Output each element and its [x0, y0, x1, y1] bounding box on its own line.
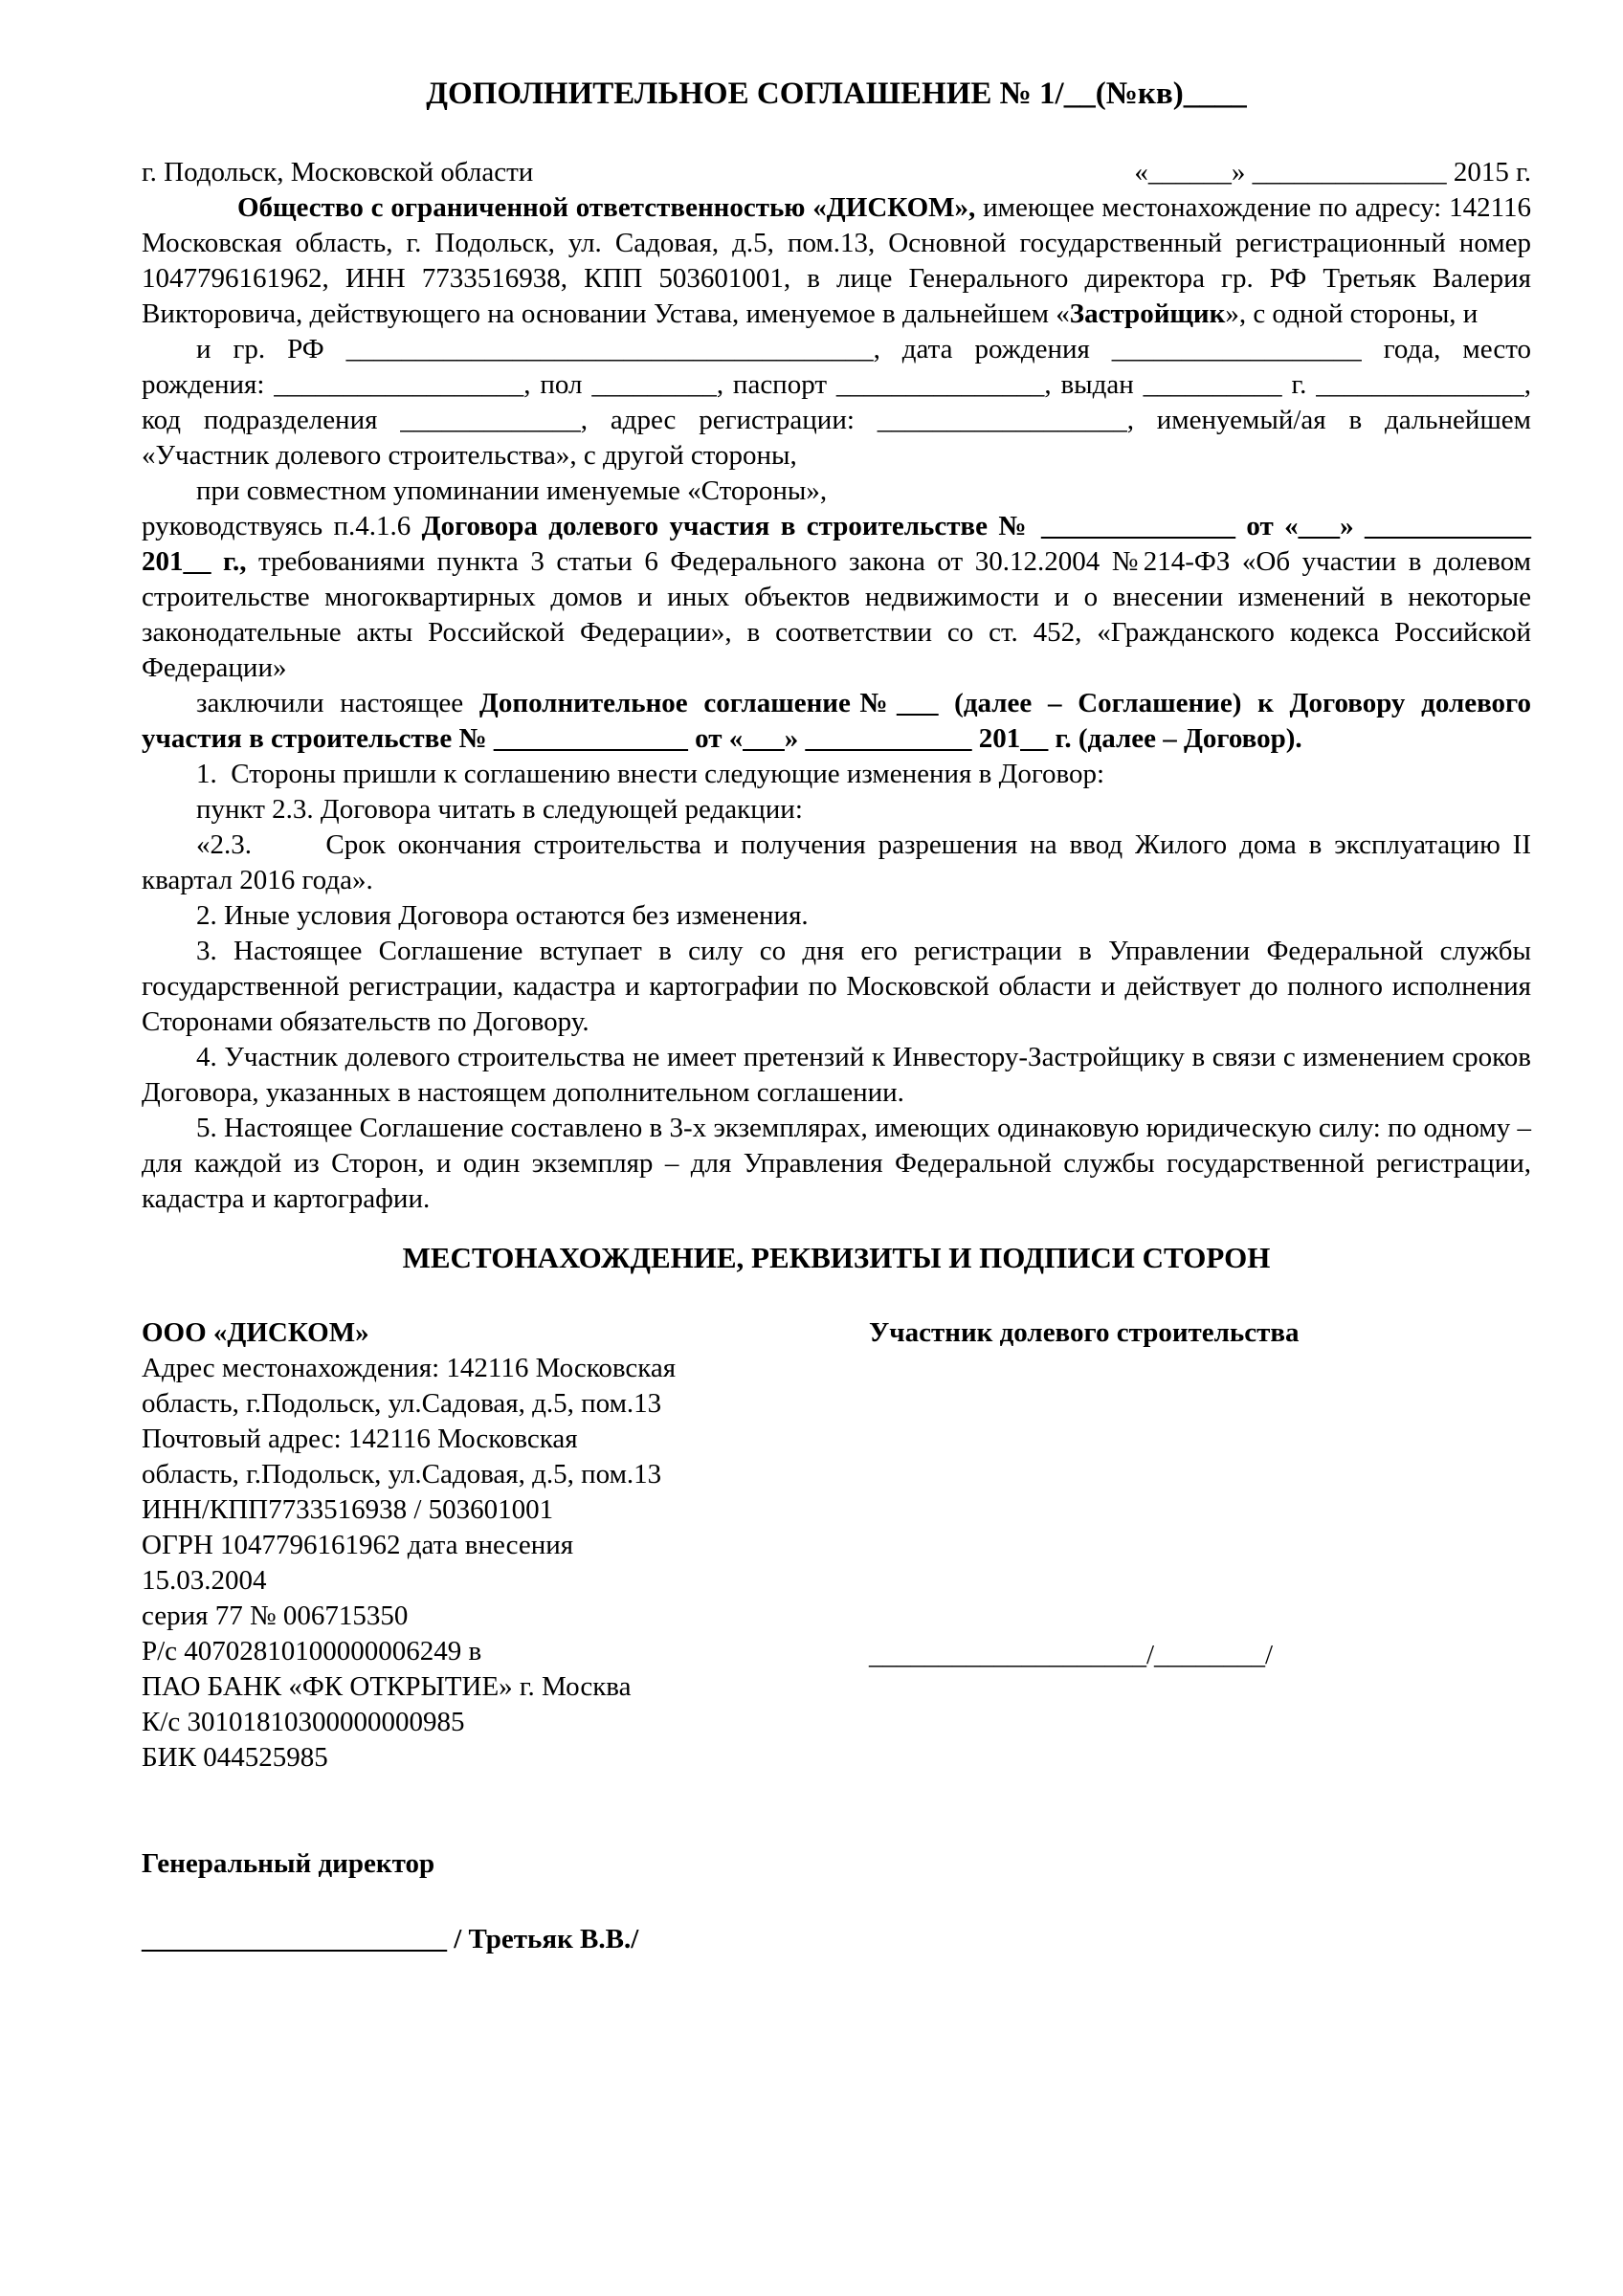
requisite-line-postal: Почтовый адрес: 142116 Московская область, г.Подольск, ул.Садовая, д.5, пом.13	[142, 1424, 662, 1490]
preamble-developer	[142, 190, 1531, 332]
doc-title: ДОПОЛНИТЕЛЬНОЕ СОГЛАШЕНИЕ № 1/__(№кв)____	[426, 77, 1247, 111]
requisite-line-ogrn: ОГРН 1047796161962 дата внесения 15.03.2004	[142, 1530, 574, 1596]
director-title: Генеральный директор	[142, 1848, 435, 1879]
requisite-line-corr-account: К/с 30101810300000000985	[142, 1707, 465, 1737]
clause-1-sub: пункт 2.3. Договора читать в следующей редакции:	[196, 794, 803, 825]
preamble-conclusion	[142, 686, 1531, 757]
developer-details: имеющее местонахождение по адресу: 142116 Московская область, г. Подольск, ул. Садовая, д.5, пом.13, Основной государственный регистрационный номер 1047796161962, ИНН 7733516938, КПП 503601001, в лице Генерального директора гр. РФ Третьяк Валерия Викторовича, действующего на основании Устава, именуемое в дальнейшем «	[142, 192, 1531, 329]
requisite-line-series: серия 77 № 006715350	[142, 1601, 409, 1631]
conclusion-lead: заключили настоящее	[196, 688, 479, 718]
clause-4: 4. Участник долевого строительства не имеет претензий к Инвестору-Застройщику в связи с изменением сроков Договора, указанных в настоящем дополнительном соглашении.	[142, 1042, 1531, 1108]
date-line: «______» ______________ 2015 г.	[1134, 157, 1531, 188]
basis-contract-ref: Договора долевого участия в строительстве № ______________ от «___» ____________ 201__ г.,	[142, 511, 1531, 577]
clause-5: 5. Настоящее Соглашение составлено в 3-х экземплярах, имеющих одинаковую юридическую силу: по одному – для каждой из Сторон, и один экземпляр – для Управления Федеральной службы государственной регистрации, кадастра и картографии.	[142, 1113, 1531, 1214]
clause-2-3-text: «2.3. Срок окончания строительства и получения разрешения на ввод Жилого дома в эксплуатацию II квартал 2016 года».	[142, 829, 1531, 895]
participant-signature-line: ____________________/________/	[869, 1640, 1274, 1670]
requisite-line-account: Р/с 40702810100000006249 в	[142, 1636, 482, 1667]
company-name: ООО «ДИСКОМ»	[142, 1317, 369, 1348]
requisite-line-address: Адрес местонахождения: 142116 Московская область, г.Подольск, ул.Садовая, д.5, пом.13	[142, 1353, 677, 1419]
requisites-columns	[142, 1315, 1531, 1957]
requisite-line-bik: БИК 044525985	[142, 1742, 328, 1773]
participant-column	[869, 1315, 1531, 1957]
place-line: г. Подольск, Московской области	[142, 157, 534, 188]
requisites-heading: МЕСТОНАХОЖДЕНИЕ, РЕКВИЗИТЫ И ПОДПИСИ СТОРОН	[402, 1241, 1271, 1274]
clause-1: 1. Стороны пришли к соглашению внести следующие изменения в Договор:	[196, 759, 1105, 789]
participant-heading: Участник долевого строительства	[869, 1317, 1300, 1348]
basis-law-ref: требованиями пункта 3 статьи 6 Федерального закона от 30.12.2004 №214-ФЗ «Об участии в долевом строительстве многоквартирных домов и иных объектов недвижимости и о внесении изменений в некоторые законодательные акты Российской Федерации», в соответствии со ст. 452, «Гражданского кодекса Российской Федерации»	[142, 546, 1531, 683]
requisite-line-inn-kpp: ИНН/КПП7733516938 / 503601001	[142, 1494, 554, 1525]
preamble-citizen: и гр. РФ ______________________________________, дата рождения __________________ года, место рождения: __________________, пол _________, паспорт _______________, выдан __________ г. _______________, код подразделения _____________, адрес регистрации: __________________, именуемый/ая в дальнейшем «Участник долевого строительства», с другой стороны,	[142, 334, 1531, 471]
clause-2: 2. Иные условия Договора остаются без изменения.	[196, 900, 809, 931]
director-signature-line: ______________________ / Третьяк В.В./	[142, 1924, 639, 1954]
place-date-row	[142, 155, 1531, 190]
developer-role: Застройщик	[1069, 298, 1226, 329]
developer-column	[142, 1315, 678, 1957]
developer-name: Общество с ограниченной ответственностью «ДИСКОМ»,	[237, 192, 984, 223]
clause-3: 3. Настоящее Соглашение вступает в силу со дня его регистрации в Управлении Федеральной службы государственной регистрации, кадастра и картографии по Московской области и действует до полного исполнения Сторонами обязательств по Договору.	[142, 936, 1531, 1037]
developer-tail: », с одной стороны, и	[1225, 298, 1478, 329]
preamble-joint: при совместном упоминании именуемые «Стороны»,	[196, 475, 828, 506]
conclusion-agreement-ref: Дополнительное соглашение№___ (далее – Соглашение) к Договору долевого участия в строительстве № ______________ от «___» ____________ 201__ г. (далее – Договор).	[142, 688, 1531, 754]
preamble-basis	[142, 509, 1531, 686]
basis-lead: руководствуясь п.4.1.6	[142, 511, 422, 541]
requisite-line-bank: ПАО БАНК «ФК ОТКРЫТИЕ» г. Москва	[142, 1671, 632, 1702]
